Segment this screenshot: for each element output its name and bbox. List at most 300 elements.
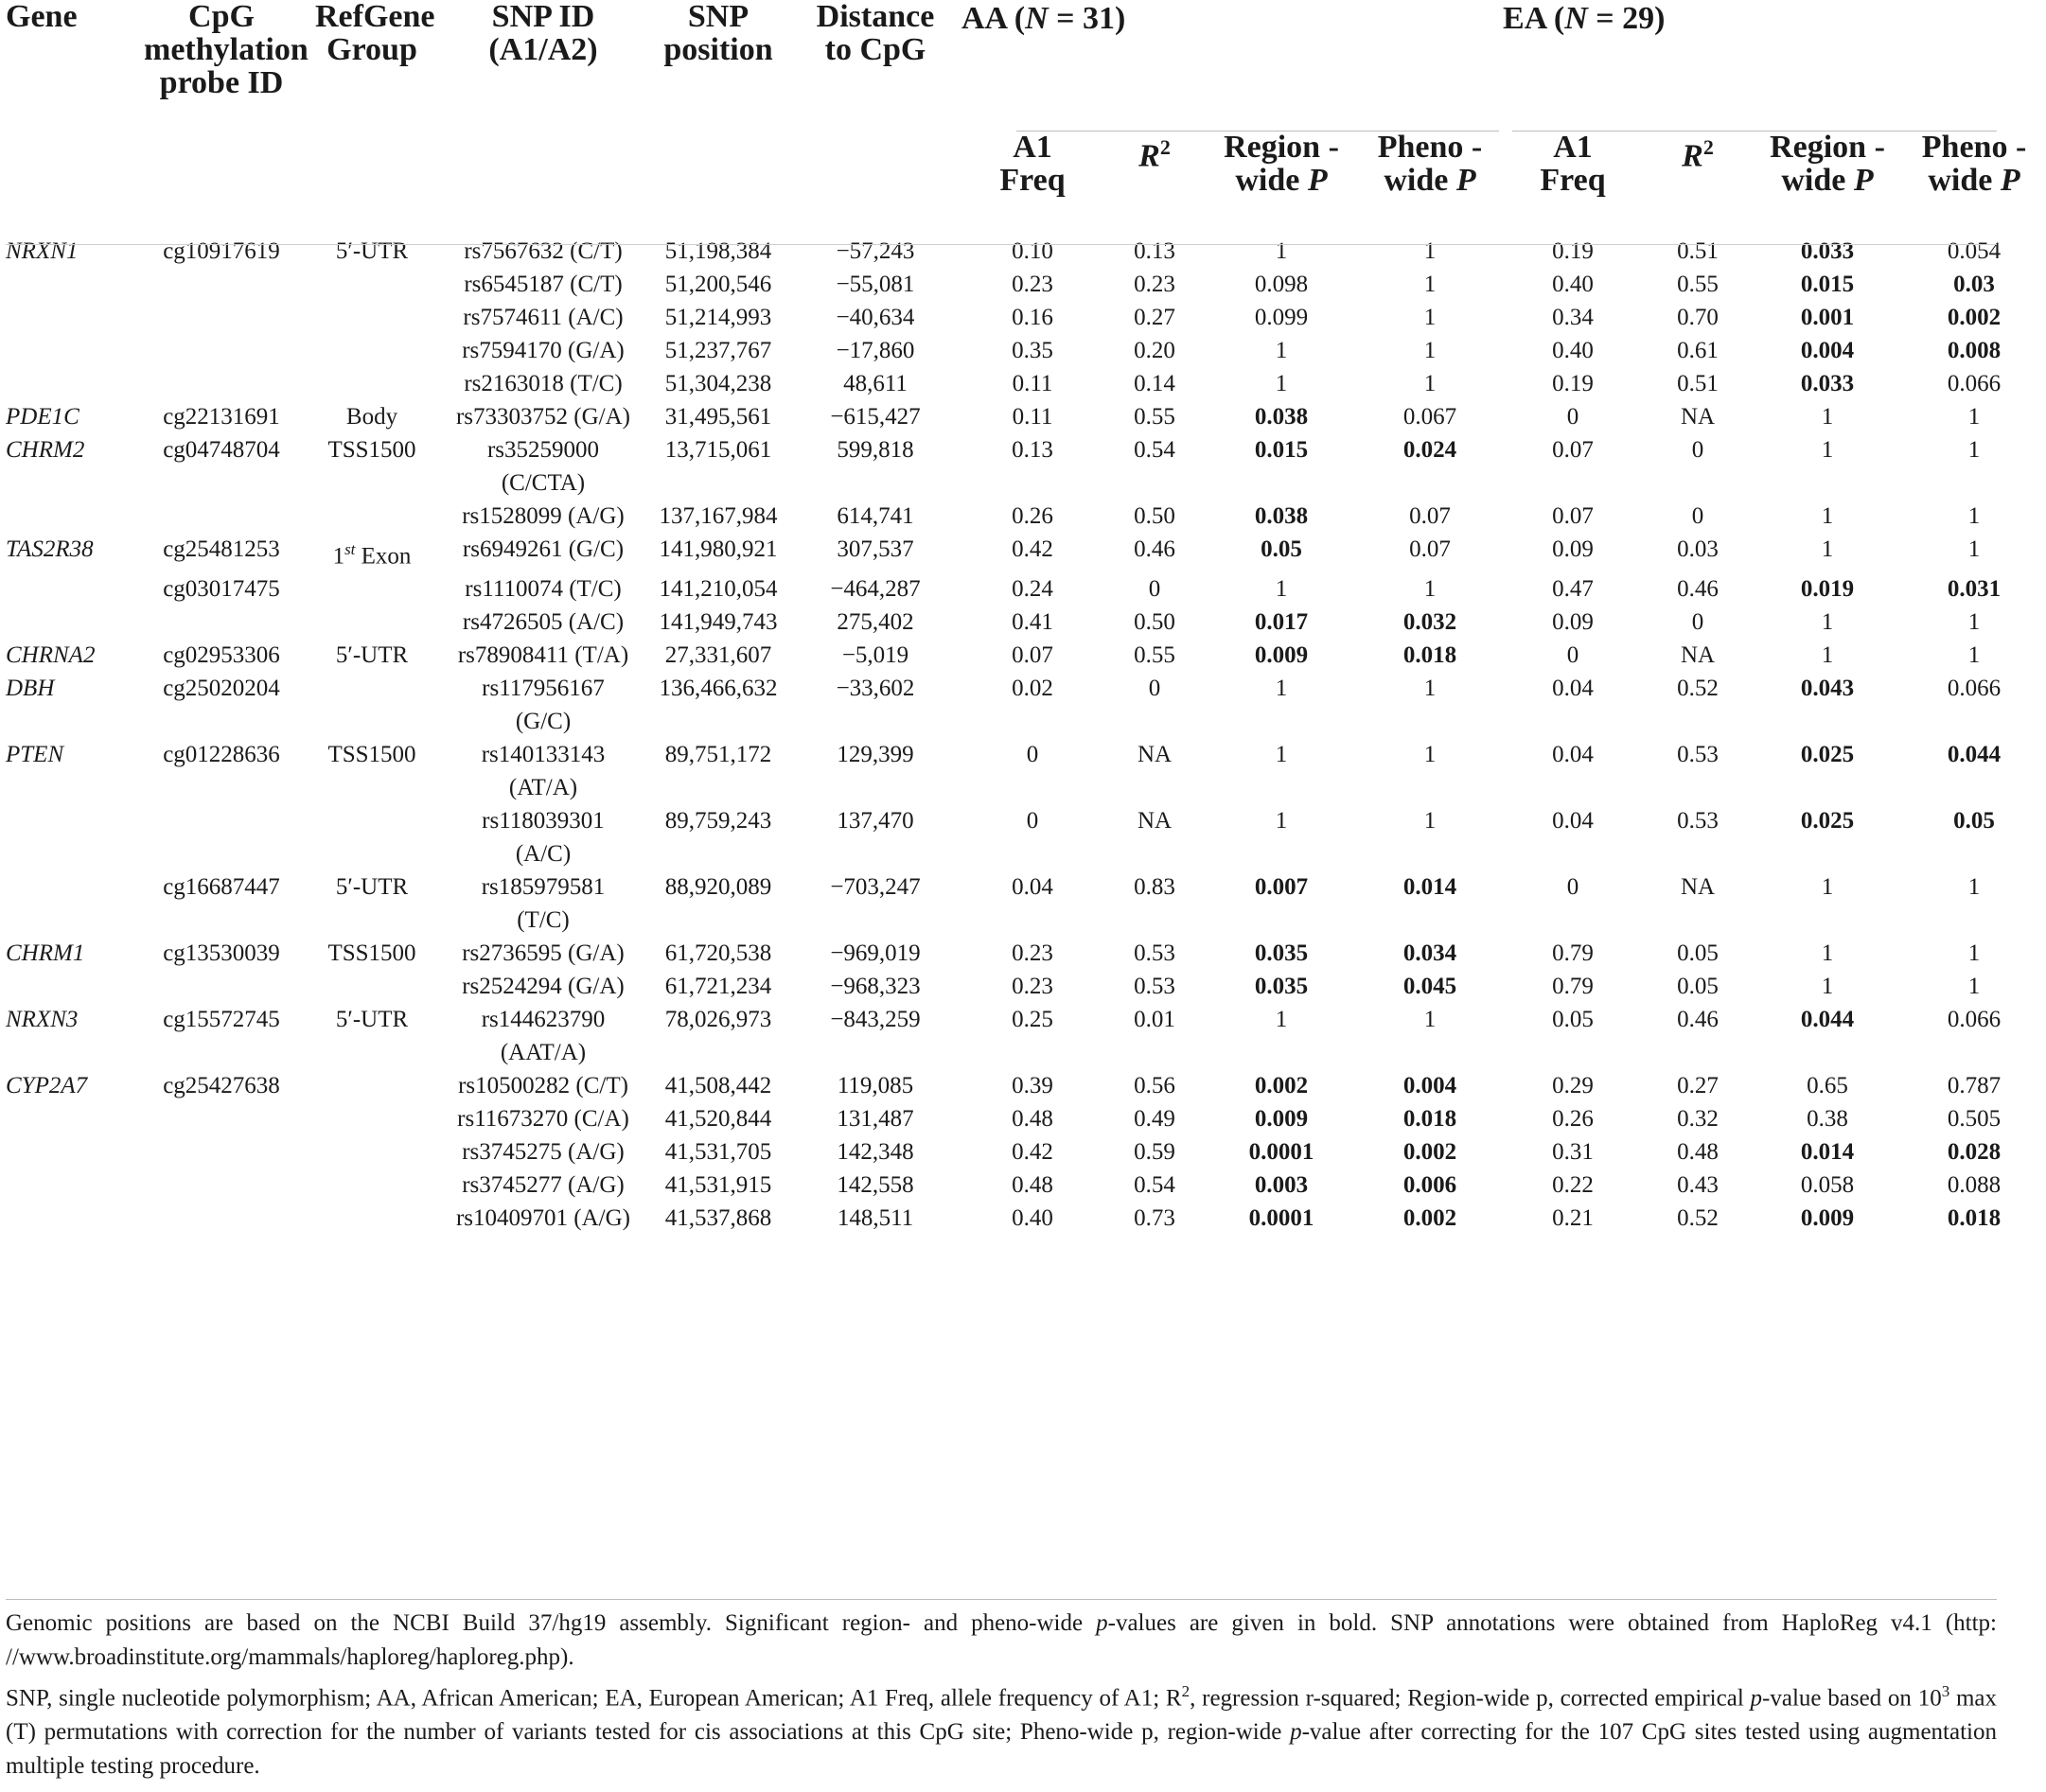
ea-a1freq-cell: 0.40: [1552, 272, 1594, 297]
ea-region-p-cell: 0.025: [1800, 808, 1855, 835]
refgene-cell: [305, 367, 439, 400]
aa-a1freq-cell: 0.48: [1012, 1106, 1053, 1133]
aa-pheno-p-cell: 0.07: [1409, 536, 1451, 562]
refgene-cell: [305, 1069, 439, 1102]
table-row: [6, 937, 2046, 970]
refgene-cell: TSS1500: [327, 742, 416, 768]
snp-id-cell: rs6949261 (G/C): [462, 536, 625, 562]
gene-cell: [6, 301, 138, 334]
snp-position-cell: 141,210,054: [659, 576, 778, 603]
table-row: [6, 572, 2046, 606]
snp-position-cell: 51,200,546: [664, 272, 772, 297]
probe-id-cell: [138, 804, 305, 870]
distance-cell: −55,081: [836, 272, 915, 297]
snp-id-cell: rs140133143 (AT/A): [481, 742, 606, 801]
ea-pheno-p-cell: 0.028: [1947, 1139, 2002, 1166]
gene-cell: [6, 606, 138, 639]
snp-position-cell: 41,508,442: [664, 1073, 772, 1099]
ea-r2-cell: 0.05: [1677, 940, 1719, 967]
snp-position-cell: 41,520,844: [664, 1106, 772, 1133]
ea-r2-cell: 0: [1691, 437, 1704, 463]
aa-a1freq-cell: 0: [1026, 808, 1039, 835]
ea-pheno-p-cell: 0.018: [1947, 1205, 2002, 1232]
distance-cell: −703,247: [830, 874, 921, 901]
aa-region-p-cell: 0.035: [1254, 940, 1309, 967]
ea-r2-cell: 0.51: [1677, 238, 1719, 264]
table-row: [6, 367, 2046, 400]
ea-region-p-cell: 0.033: [1800, 371, 1855, 396]
header-row-2: [6, 131, 2046, 220]
refgene-cell: [305, 1168, 439, 1202]
probe-id-cell: [138, 1202, 305, 1235]
aa-r2-cell: 0.23: [1134, 272, 1175, 297]
aa-a1freq-cell: 0.04: [1012, 874, 1053, 901]
distance-cell: −615,427: [830, 404, 921, 430]
aa-pheno-p-cell: 0.004: [1402, 1073, 1457, 1099]
table-row: [6, 606, 2046, 639]
snp-position-cell: 136,466,632: [659, 676, 778, 702]
aa-a1freq-cell: 0.26: [1012, 503, 1053, 529]
ea-region-p-cell: 0.058: [1800, 1172, 1855, 1199]
snp-id-cell: rs73303752 (G/A): [455, 404, 630, 430]
snp-id-cell: rs11673270 (C/A): [457, 1106, 629, 1133]
ea-pheno-p-cell: 1: [1967, 974, 1981, 1000]
ea-pheno-p-cell: 0.066: [1947, 1007, 2002, 1033]
ea-pheno-p-cell: 1: [1967, 609, 1981, 636]
ea-region-p-cell: 1: [1821, 437, 1834, 463]
refgene-cell: 5′-UTR: [335, 874, 409, 901]
gene-cell: PDE1C: [6, 404, 79, 430]
snp-position-cell: 137,167,984: [659, 503, 778, 529]
ea-a1freq-cell: 0.47: [1552, 576, 1594, 603]
distance-cell: 307,537: [837, 536, 914, 562]
distance-cell: 129,399: [837, 742, 914, 768]
gene-cell: CYP2A7: [6, 1073, 88, 1099]
aa-region-p-cell: 0.099: [1254, 305, 1309, 330]
header-ea-region-p: Region -wide P: [1770, 130, 1885, 198]
ea-pheno-p-cell: 0.054: [1947, 238, 2002, 264]
ea-region-p-cell: 0.004: [1800, 338, 1855, 363]
ea-r2-cell: 0.61: [1677, 338, 1719, 363]
table-row: [6, 1069, 2046, 1102]
distance-cell: 48,611: [843, 371, 908, 396]
ea-r2-cell: 0.51: [1677, 371, 1719, 396]
aa-region-p-cell: 0.009: [1254, 1106, 1309, 1133]
table-row: [6, 533, 2046, 572]
data-table: [6, 0, 2046, 1235]
distance-cell: −968,323: [830, 974, 921, 1000]
snp-position-cell: 61,721,234: [664, 974, 772, 1000]
probe-id-cell: [138, 367, 305, 400]
aa-region-p-cell: 1: [1275, 371, 1288, 396]
distance-cell: −464,287: [830, 576, 921, 603]
aa-r2-cell: 0.53: [1134, 940, 1175, 967]
aa-region-p-cell: 0.05: [1261, 536, 1302, 562]
aa-r2-cell: 0.20: [1134, 338, 1175, 363]
ea-r2-cell: 0.70: [1677, 305, 1719, 330]
header-aa-group: AA (N = 31): [961, 1, 1126, 36]
aa-a1freq-cell: 0.40: [1012, 1205, 1053, 1232]
ea-pheno-p-cell: 0.044: [1947, 742, 2002, 768]
refgene-cell: [305, 268, 439, 301]
header-aa-a1freq: A1 Freq: [999, 130, 1066, 198]
snp-position-cell: 41,531,915: [664, 1172, 772, 1199]
ea-region-p-cell: 0.019: [1800, 576, 1855, 603]
aa-a1freq-cell: 0.42: [1012, 536, 1053, 562]
snp-id-cell: rs10409701 (A/G): [455, 1205, 630, 1232]
header-distance: Distance to CpG: [816, 0, 935, 67]
distance-cell: 131,487: [837, 1106, 914, 1133]
snp-id-cell: rs118039301 (A/C): [482, 808, 605, 868]
probe-id-cell: [138, 301, 305, 334]
aa-r2-cell: 0.01: [1134, 1007, 1175, 1033]
probe-id-cell: cg15572745: [163, 1007, 280, 1033]
probe-id-cell: [138, 1168, 305, 1202]
snp-position-cell: 89,759,243: [664, 808, 772, 835]
aa-r2-cell: 0.50: [1134, 503, 1175, 529]
ea-r2-cell: NA: [1680, 642, 1716, 669]
probe-id-cell: cg10917619: [163, 238, 280, 264]
aa-region-p-cell: 0.003: [1254, 1172, 1309, 1199]
aa-pheno-p-cell: 0.045: [1402, 974, 1457, 1000]
aa-region-p-cell: 1: [1275, 238, 1288, 264]
gene-cell: [6, 334, 138, 367]
aa-region-p-cell: 0.009: [1254, 642, 1309, 669]
gene-cell: CHRM2: [6, 437, 85, 463]
ea-region-p-cell: 0.014: [1800, 1139, 1855, 1166]
probe-id-cell: cg25427638: [163, 1073, 280, 1099]
table-row: [6, 1003, 2046, 1069]
snp-id-cell: rs117956167 (G/C): [482, 676, 605, 735]
ea-r2-cell: 0.43: [1677, 1172, 1719, 1199]
ea-pheno-p-cell: 1: [1967, 503, 1981, 529]
ea-r2-cell: 0.05: [1677, 974, 1719, 1000]
ea-region-p-cell: 1: [1821, 609, 1834, 636]
aa-region-p-cell: 0.007: [1254, 874, 1309, 901]
ea-pheno-p-cell: 1: [1967, 874, 1981, 901]
snp-id-cell: rs6545187 (C/T): [464, 272, 623, 297]
ea-region-p-cell: 0.65: [1807, 1073, 1848, 1099]
aa-a1freq-cell: 0.02: [1012, 676, 1053, 702]
aa-pheno-p-cell: 0.014: [1402, 874, 1457, 901]
snp-position-cell: 141,949,743: [659, 609, 778, 636]
probe-id-cell: [138, 268, 305, 301]
aa-pheno-p-cell: 0.006: [1402, 1172, 1457, 1199]
ea-region-p-cell: 0.044: [1800, 1007, 1855, 1033]
header-gene: Gene: [6, 0, 78, 34]
ea-pheno-p-cell: 1: [1967, 437, 1981, 463]
ea-pheno-p-cell: 0.066: [1947, 371, 2002, 396]
aa-pheno-p-cell: 0.002: [1402, 1205, 1457, 1232]
refgene-cell: [305, 970, 439, 1003]
aa-r2-cell: 0.14: [1134, 371, 1175, 396]
probe-id-cell: [138, 1135, 305, 1168]
gene-cell: CHRM1: [6, 940, 85, 967]
snp-position-cell: 141,980,921: [659, 536, 778, 562]
aa-a1freq-cell: 0.23: [1012, 974, 1053, 1000]
ea-r2-cell: 0.52: [1677, 1205, 1719, 1232]
aa-pheno-p-cell: 0.024: [1402, 437, 1457, 463]
distance-cell: −969,019: [830, 940, 921, 967]
ea-pheno-p-cell: 0.008: [1947, 338, 2002, 363]
table-row: [6, 1135, 2046, 1168]
ea-a1freq-cell: 0.79: [1552, 940, 1594, 967]
aa-a1freq-cell: 0.16: [1012, 305, 1053, 330]
aa-pheno-p-cell: 0.067: [1402, 404, 1457, 430]
aa-r2-cell: 0: [1148, 576, 1161, 603]
aa-pheno-p-cell: 1: [1423, 338, 1437, 363]
gene-cell: [6, 1135, 138, 1168]
ea-a1freq-cell: 0.19: [1552, 238, 1594, 264]
snp-id-cell: rs1110074 (T/C): [465, 576, 622, 603]
distance-cell: −17,860: [836, 338, 915, 363]
table-row: [6, 301, 2046, 334]
aa-a1freq-cell: 0.23: [1012, 272, 1053, 297]
ea-region-p-cell: 1: [1821, 874, 1834, 901]
table-row: [6, 1102, 2046, 1135]
snp-id-cell: rs2736595 (G/A): [462, 940, 625, 967]
refgene-cell: TSS1500: [327, 940, 416, 967]
aa-r2-cell: NA: [1137, 808, 1173, 835]
aa-region-p-cell: 0.098: [1254, 272, 1309, 297]
table-row: [6, 500, 2046, 533]
distance-cell: 142,558: [837, 1172, 914, 1199]
refgene-cell: [305, 804, 439, 870]
ea-r2-cell: 0.53: [1677, 808, 1719, 835]
probe-id-cell: cg04748704: [163, 437, 280, 463]
refgene-cell: [305, 672, 439, 738]
ea-r2-cell: 0.27: [1677, 1073, 1719, 1099]
probe-id-cell: cg25481253: [163, 536, 280, 562]
aa-pheno-p-cell: 1: [1423, 238, 1437, 264]
ea-a1freq-cell: 0.21: [1552, 1205, 1594, 1232]
gene-cell: TAS2R38: [6, 536, 94, 562]
header-rule: [6, 244, 1997, 245]
snp-position-cell: 51,214,993: [664, 305, 772, 330]
ea-r2-cell: 0.03: [1677, 536, 1719, 562]
aa-region-p-cell: 1: [1275, 1007, 1288, 1033]
ea-pheno-p-cell: 0.787: [1947, 1073, 2002, 1099]
distance-cell: 119,085: [837, 1073, 914, 1099]
aa-region-p-cell: 0.0001: [1248, 1205, 1314, 1232]
aa-a1freq-cell: 0.13: [1012, 437, 1053, 463]
aa-r2-cell: 0.54: [1134, 1172, 1175, 1199]
aa-a1freq-cell: 0.11: [1012, 371, 1053, 396]
aa-region-p-cell: 0.038: [1254, 503, 1309, 529]
aa-r2-cell: 0.46: [1134, 536, 1175, 562]
aa-a1freq-cell: 0.24: [1012, 576, 1053, 603]
table-row: [6, 1202, 2046, 1235]
aa-region-p-cell: 1: [1275, 576, 1288, 603]
table-row: [6, 1168, 2046, 1202]
gene-cell: NRXN3: [6, 1007, 79, 1033]
refgene-cell: [305, 606, 439, 639]
probe-id-cell: cg02953306: [163, 642, 280, 669]
aa-region-p-cell: 1: [1275, 338, 1288, 363]
aa-a1freq-cell: 0.35: [1012, 338, 1053, 363]
ea-a1freq-cell: 0.26: [1552, 1106, 1594, 1133]
ea-region-p-cell: 1: [1821, 940, 1834, 967]
aa-region-p-cell: 0.0001: [1248, 1139, 1314, 1166]
aa-r2-cell: 0: [1148, 676, 1161, 702]
aa-pheno-p-cell: 0.032: [1402, 609, 1457, 636]
ea-pheno-p-cell: 1: [1967, 642, 1981, 669]
ea-r2-cell: 0.46: [1677, 576, 1719, 603]
ea-pheno-p-cell: 0.088: [1947, 1172, 2002, 1199]
snp-id-cell: rs7594170 (G/A): [462, 338, 625, 363]
refgene-cell: [305, 1135, 439, 1168]
refgene-cell: 1st Exon: [332, 540, 412, 570]
ea-group-rule: [1512, 131, 1997, 132]
aa-a1freq-cell: 0.42: [1012, 1139, 1053, 1166]
refgene-cell: [305, 1202, 439, 1235]
ea-pheno-p-cell: 0.002: [1947, 305, 2002, 330]
aa-a1freq-cell: 0.25: [1012, 1007, 1053, 1033]
aa-pheno-p-cell: 1: [1423, 1007, 1437, 1033]
snp-position-cell: 51,237,767: [664, 338, 772, 363]
snp-id-cell: rs2524294 (G/A): [462, 974, 625, 1000]
header-snp-id: SNP ID (A1/A2): [488, 0, 598, 67]
aa-r2-cell: NA: [1137, 742, 1173, 768]
snp-position-cell: 51,198,384: [664, 238, 772, 264]
distance-cell: 148,511: [837, 1205, 914, 1232]
aa-pheno-p-cell: 1: [1423, 272, 1437, 297]
snp-id-cell: rs1528099 (A/G): [462, 503, 625, 529]
aa-pheno-p-cell: 1: [1423, 305, 1437, 330]
ea-r2-cell: 0.46: [1677, 1007, 1719, 1033]
aa-a1freq-cell: 0.39: [1012, 1073, 1053, 1099]
aa-r2-cell: 0.59: [1134, 1139, 1175, 1166]
aa-pheno-p-cell: 0.07: [1409, 503, 1451, 529]
ea-a1freq-cell: 0.04: [1552, 808, 1594, 835]
ea-a1freq-cell: 0.07: [1552, 437, 1594, 463]
gene-cell: [6, 367, 138, 400]
probe-id-cell: [138, 970, 305, 1003]
aa-r2-cell: 0.54: [1134, 437, 1175, 463]
aa-r2-cell: 0.83: [1134, 874, 1175, 901]
aa-r2-cell: 0.27: [1134, 305, 1175, 330]
gene-cell: [6, 1202, 138, 1235]
ea-a1freq-cell: 0.05: [1552, 1007, 1594, 1033]
aa-pheno-p-cell: 1: [1423, 576, 1437, 603]
refgene-cell: [305, 572, 439, 606]
gene-cell: [6, 870, 138, 937]
table-body: [6, 220, 2046, 1235]
ea-region-p-cell: 1: [1821, 642, 1834, 669]
aa-a1freq-cell: 0.23: [1012, 940, 1053, 967]
snp-position-cell: 41,537,868: [664, 1205, 772, 1232]
aa-r2-cell: 0.53: [1134, 974, 1175, 1000]
probe-id-cell: [138, 334, 305, 367]
ea-a1freq-cell: 0.79: [1552, 974, 1594, 1000]
gene-cell: [6, 500, 138, 533]
snp-id-cell: rs7567632 (C/T): [464, 238, 623, 264]
gene-cell: [6, 268, 138, 301]
aa-pheno-p-cell: 0.018: [1402, 1106, 1457, 1133]
ea-pheno-p-cell: 1: [1967, 940, 1981, 967]
probe-id-cell: cg03017475: [163, 576, 280, 603]
aa-r2-cell: 0.56: [1134, 1073, 1175, 1099]
probe-id-cell: cg01228636: [163, 742, 280, 768]
ea-pheno-p-cell: 0.505: [1947, 1106, 2002, 1133]
aa-r2-cell: 0.73: [1134, 1205, 1175, 1232]
ea-region-p-cell: 0.015: [1800, 272, 1855, 297]
table-footnotes: [6, 1607, 1997, 1783]
gene-cell: [6, 1102, 138, 1135]
header-ea-r2: $R^2$: [1682, 135, 1714, 174]
ea-a1freq-cell: 0.04: [1552, 742, 1594, 768]
aa-a1freq-cell: 0.48: [1012, 1172, 1053, 1199]
distance-cell: 599,818: [837, 437, 914, 463]
footnote-1: Genomic positions are based on the NCBI Build 37/hg19 assembly. Significant region- and pheno-wide p-values are given in bold. SNP annotations were obtained from HaploReg v4.1 (http: //www.broadinstitute.org/mammals/haploreg/haploreg.php).: [6, 1610, 1997, 1670]
table-row: [6, 268, 2046, 301]
aa-r2-cell: 0.55: [1134, 642, 1175, 669]
ea-pheno-p-cell: 1: [1967, 404, 1981, 430]
aa-region-p-cell: 0.038: [1254, 404, 1309, 430]
ea-r2-cell: 0.32: [1677, 1106, 1719, 1133]
gene-cell: CHRNA2: [6, 642, 96, 669]
aa-region-p-cell: 1: [1275, 808, 1288, 835]
ea-region-p-cell: 0.033: [1800, 238, 1855, 264]
refgene-cell: 5′-UTR: [335, 238, 409, 264]
ea-region-p-cell: 0.009: [1800, 1205, 1855, 1232]
refgene-cell: TSS1500: [327, 437, 416, 463]
refgene-cell: [305, 500, 439, 533]
snp-position-cell: 89,751,172: [664, 742, 772, 768]
table-bottom-rule: [6, 1599, 1997, 1600]
aa-a1freq-cell: 0.10: [1012, 238, 1053, 264]
distance-cell: −843,259: [830, 1007, 921, 1033]
probe-id-cell: cg13530039: [163, 940, 280, 967]
header-ea-pheno-p: Pheno -wide P: [1921, 130, 2027, 198]
header-aa-r2: $R^2$: [1138, 135, 1171, 174]
ea-r2-cell: 0.53: [1677, 742, 1719, 768]
probe-id-cell: cg16687447: [163, 874, 280, 901]
ea-a1freq-cell: 0: [1566, 404, 1579, 430]
distance-cell: 137,470: [837, 808, 914, 835]
header-probe: CpG methylation probe ID: [144, 0, 309, 100]
aa-r2-cell: 0.55: [1134, 404, 1175, 430]
ea-pheno-p-cell: 1: [1967, 536, 1981, 562]
snp-id-cell: rs78908411 (T/A): [457, 642, 629, 669]
snp-id-cell: rs7574611 (A/C): [463, 305, 624, 330]
aa-pheno-p-cell: 1: [1423, 808, 1437, 835]
footnote-2: SNP, single nucleotide polymorphism; AA, African American; EA, European American; A1 Freq, allele frequency of A1; $R^2$, regression r-squared; Region-wide p, corrected empirical p-value based on $10^3$ max (T) permutations with correction for the number of variants tested for cis associations at this CpG site; Pheno-wide p, region-wide p-value after correcting for the 107 CpG sites tested using augmentation multiple testing procedure.: [6, 1682, 1998, 1780]
gene-cell: DBH: [6, 676, 55, 702]
probe-id-cell: [138, 606, 305, 639]
distance-cell: −33,602: [836, 676, 915, 702]
snp-id-cell: rs3745275 (A/G): [462, 1139, 625, 1166]
snp-position-cell: 78,026,973: [664, 1007, 772, 1033]
refgene-cell: Body: [345, 404, 398, 430]
snp-position-cell: 13,715,061: [664, 437, 772, 463]
ea-r2-cell: 0.52: [1677, 676, 1719, 702]
aa-r2-cell: 0.13: [1134, 238, 1175, 264]
aa-a1freq-cell: 0.07: [1012, 642, 1053, 669]
ea-a1freq-cell: 0: [1566, 874, 1579, 901]
ea-a1freq-cell: 0.04: [1552, 676, 1594, 702]
aa-pheno-p-cell: 0.002: [1402, 1139, 1457, 1166]
header-row-1: [6, 0, 2046, 131]
snp-position-cell: 61,720,538: [664, 940, 772, 967]
aa-region-p-cell: 0.017: [1254, 609, 1309, 636]
aa-pheno-p-cell: 0.034: [1402, 940, 1457, 967]
aa-region-p-cell: 1: [1275, 676, 1288, 702]
gene-cell: [6, 1168, 138, 1202]
table-row: [6, 639, 2046, 672]
gene-cell: PTEN: [6, 742, 64, 768]
header-refgene: RefGene Group: [315, 0, 435, 67]
